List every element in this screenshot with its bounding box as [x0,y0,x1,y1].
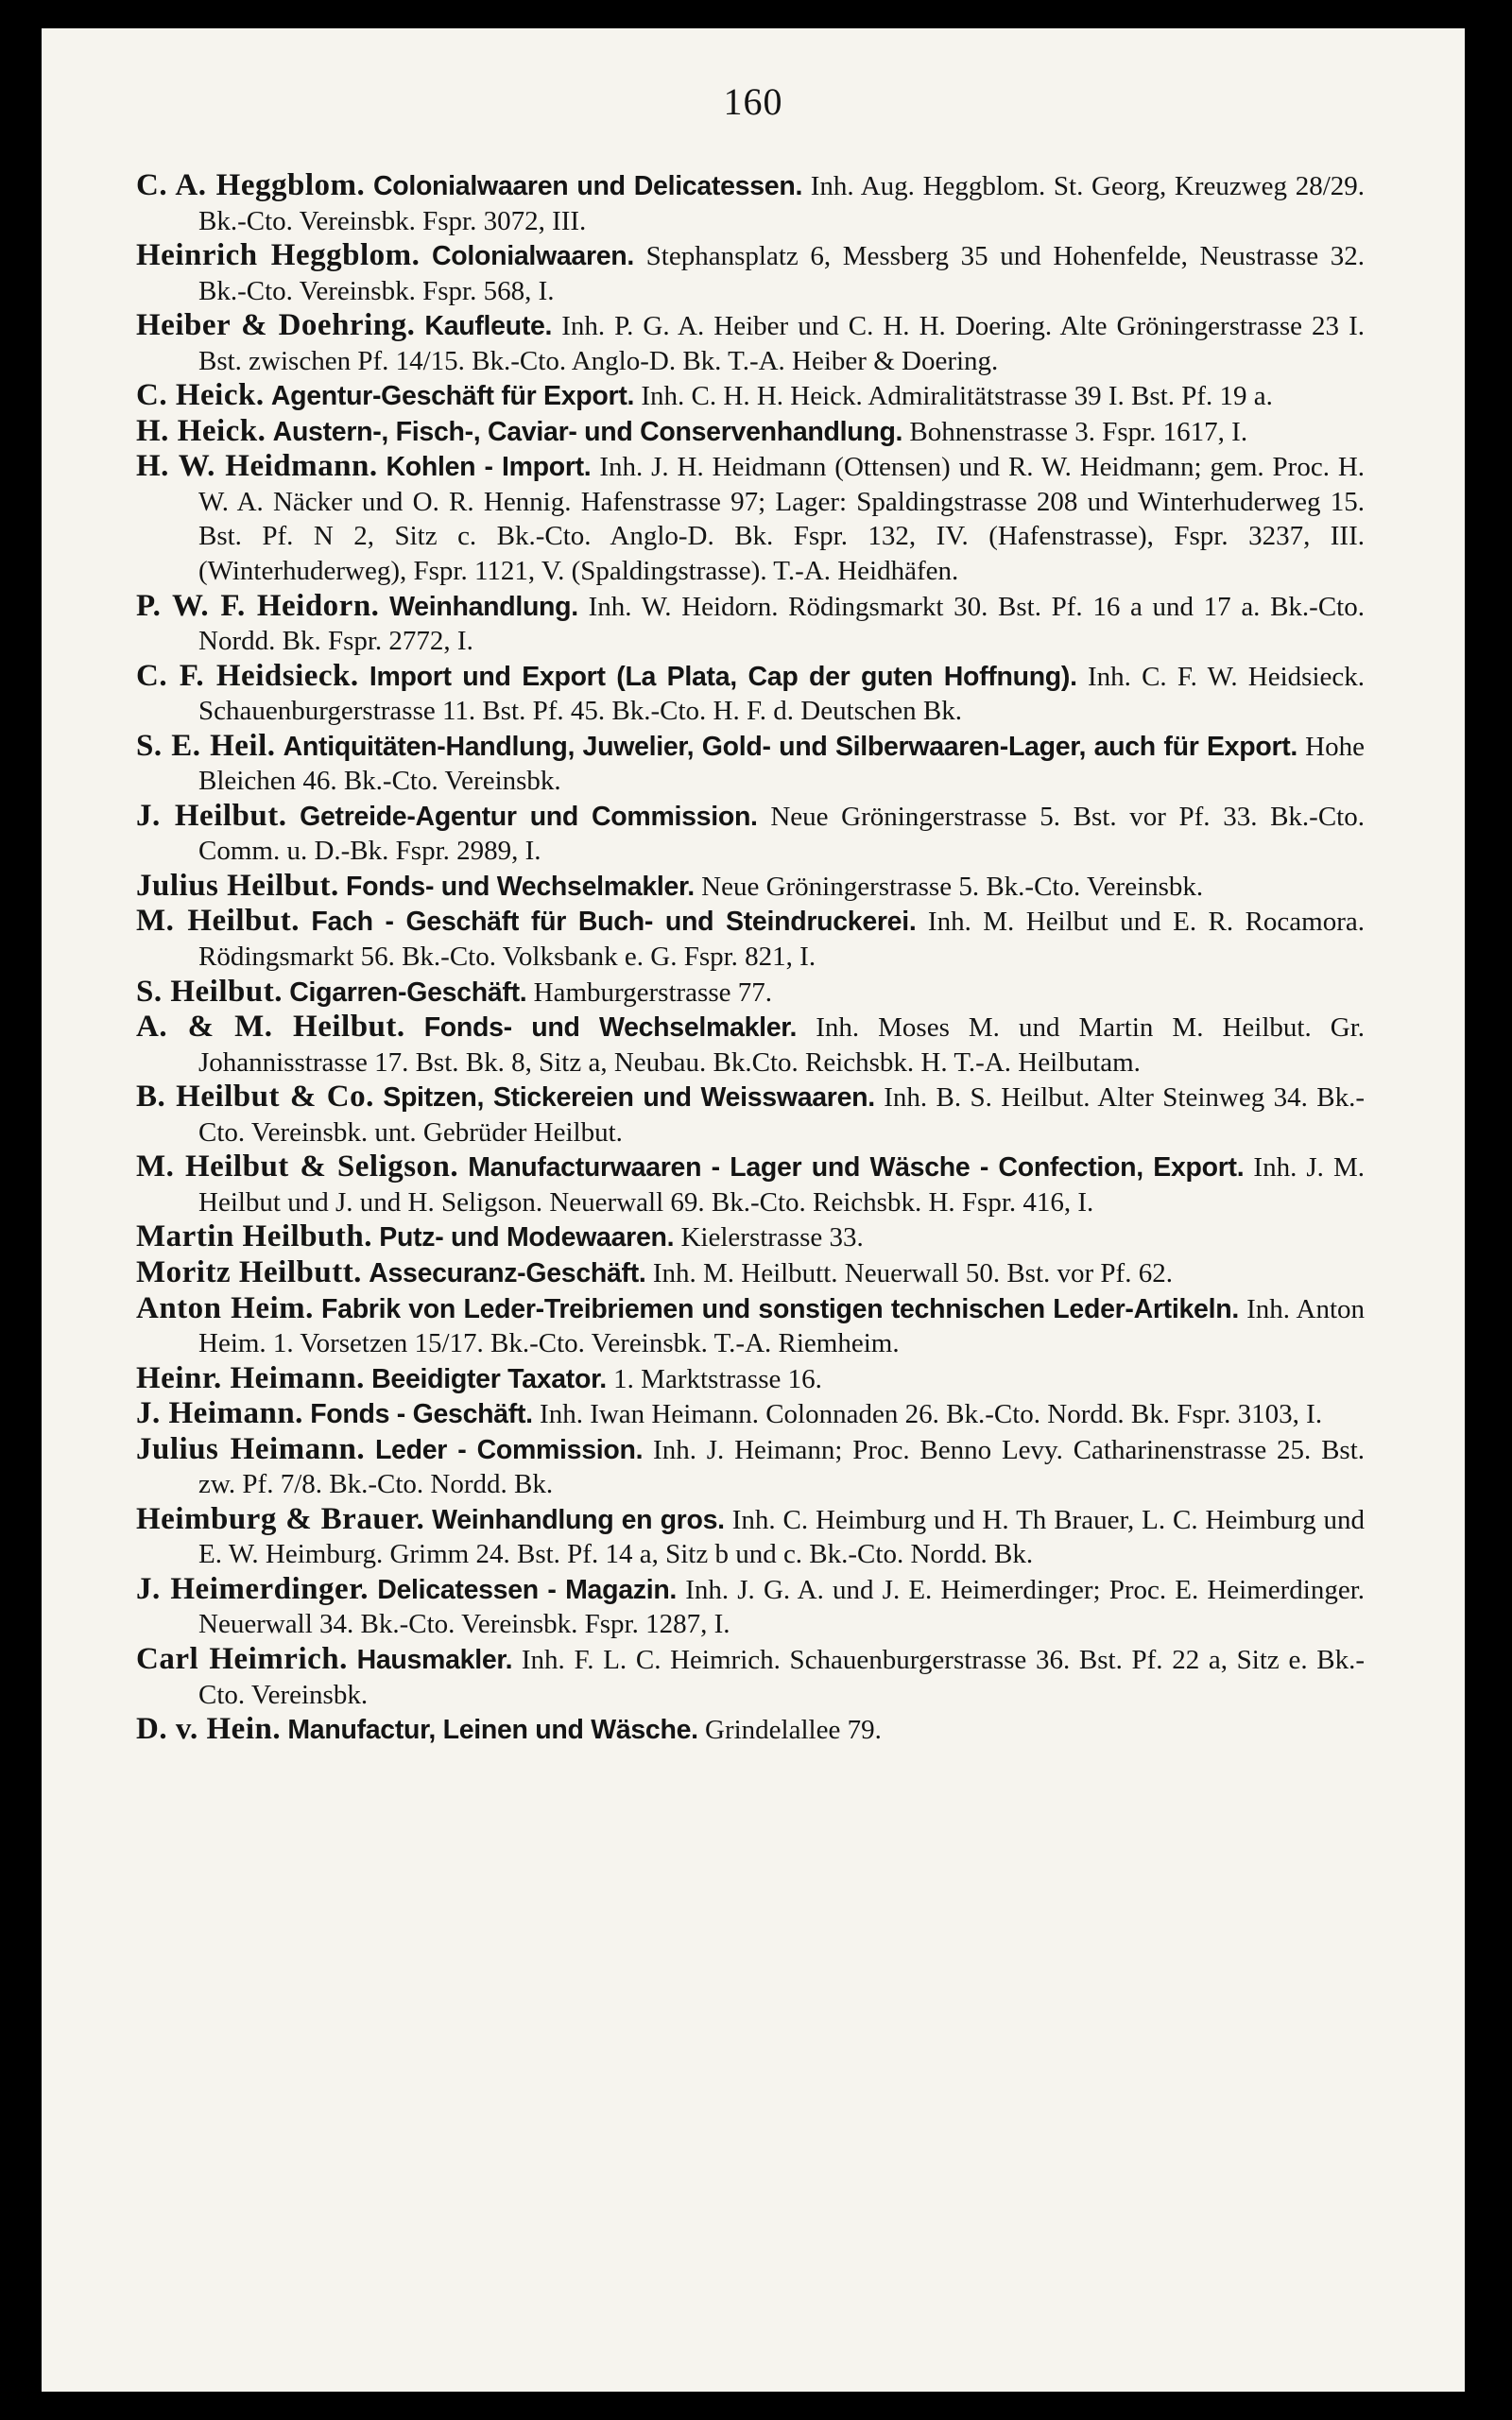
entry-name: Heimburg & Brauer. [136,1501,425,1536]
directory-entries [136,168,1365,1748]
entry-name: C. A. Heggblom. [136,168,366,202]
entry-details: Inh. Moses M. und Martin M. Heilbut. Gr. Johannisstrasse 17. Bst. Bk. 8, Sitz a, Neubau. Bk.Cto. Reichsbk. H. T.-A. Heilbutam. [198,1012,1366,1078]
entry-details: Inh. J. H. Heidmann (Ottensen) und R. W. Heidmann; gem. Proc. H. W. A. Näcker und O. R. Hennig. Hafenstrasse 97; Lager: Spaldingstrasse 208 und Winterhuderweg 15. Bst. Pf. N 2, Sitz c. Bk.-Cto. Anglo-D. Bk. Fspr. 132, IV. (Hafenstrasse), Fspr. 3237, III. (Winterhuderweg), Fspr. 1121, V. (Spaldingstrasse). T.-A. Heidhäfen. [198,452,1366,587]
entry-business: Austern-, Fisch-, Caviar- und Conservenhandlung. [272,416,903,447]
directory-entry [136,799,1365,869]
entry-details: 1. Marktstrasse 16. [613,1363,822,1394]
entry-name: S. E. Heil. [136,728,276,763]
directory-entry [136,1642,1365,1712]
entry-details: Inh. F. L. C. Heimrich. Schauenburgerstrasse 36. Bst. Pf. 22 a, Sitz e. Bk.-Cto. Vereinsbk. [198,1644,1366,1710]
entry-business: Agentur-Geschäft für Export. [270,381,635,412]
directory-entry [136,308,1365,378]
entry-business: Spitzen, Stickereien und Weisswaaren. [383,1082,875,1114]
entry-details: Inh. B. S. Heilbut. Alter Steinweg 34. Bk.-Cto. Vereinsbk. unt. Gebrüder Heilbut. [198,1082,1366,1148]
entry-details: Inh. Aug. Heggblom. St. Georg, Kreuzweg 28/29. Bk.-Cto. Vereinsbk. Fspr. 3072, III. [198,171,1366,236]
entry-details: Inh. C. F. W. Heidsieck. Schauenburgerstrasse 11. Bst. Pf. 45. Bk.-Cto. H. F. d. Deutschen Bk. [198,661,1366,727]
entry-business: Weinhandlung. [389,591,578,622]
entry-name: J. Heimerdinger. [136,1571,369,1606]
entry-name: Heinr. Heimann. [136,1360,365,1395]
entry-details: Inh. W. Heidorn. Rödingsmarkt 30. Bst. Pf. 16 a und 17 a. Bk.-Cto. Nordd. Bk. Fspr. 2772, I. [198,591,1365,657]
entry-details: Inh. Iwan Heimann. Colonnaden 26. Bk.-Cto. Nordd. Bk. Fspr. 3103, I. [540,1399,1323,1430]
entry-details: Grindelallee 79. [705,1715,882,1746]
directory-entry [136,1712,1365,1748]
entry-business: Cigarren-Geschäft. [289,977,527,1008]
entry-name: B. Heilbut & Co. [136,1080,374,1115]
directory-entry [136,1432,1365,1502]
entry-details: Stephansplatz 6, Messberg 35 und Hohenfelde, Neustrasse 32. Bk.-Cto. Vereinsbk. Fspr. 568, I. [198,241,1365,306]
entry-business: Hausmakler. [356,1644,513,1675]
entry-business: Getreide-Agentur und Commission. [300,801,758,832]
entry-details: Kielerstrasse 33. [680,1222,864,1253]
entry-name: Julius Heilbut. [136,868,339,903]
entry-name: H. Heick. [136,413,266,448]
entry-name: P. W. F. Heidorn. [136,588,380,623]
entry-details: Inh. Anton Heim. 1. Vorsetzen 15/17. Bk.-Cto. Vereinsbk. T.-A. Riemheim. [198,1293,1366,1359]
entry-details: Bohnenstrasse 3. Fspr. 1617, I. [909,416,1248,447]
directory-page [42,28,1465,2392]
entry-details: Hohe Bleichen 46. Bk.-Cto. Vereinsbk. [198,731,1365,797]
entry-details: Inh. P. G. A. Heiber und C. H. H. Doering. Alte Gröningerstrasse 23 I. Bst. zwischen Pf. 14/15. Bk.-Cto. Anglo-D. Bk. T.-A. Heiber & Doering. [198,311,1365,376]
directory-entry [136,378,1365,414]
entry-details: Inh. J. G. A. und J. E. Heimerdinger; Proc. E. Heimerdinger. Neuerwall 34. Bk.-Cto. Vereinsbk. Fspr. 1287, I. [198,1574,1366,1640]
directory-entry [136,1255,1365,1291]
directory-entry [136,589,1365,659]
entry-name: S. Heilbut. [136,974,283,1009]
directory-entry [136,659,1365,729]
directory-entry [136,1572,1365,1642]
directory-entry [136,168,1365,238]
entry-business: Colonialwaaren und Delicatessen. [372,171,803,201]
entry-name: M. Heilbut. [136,904,300,939]
entry-details: Neue Gröningerstrasse 5. Bst. vor Pf. 33. Bk.-Cto. Comm. u. D.-Bk. Fspr. 2989, I. [198,801,1365,867]
entry-business: Colonialwaaren. [431,241,635,272]
directory-entry [136,729,1365,799]
entry-name: Heiber & Doehring. [136,308,416,343]
entry-business: Fabrik von Leder-Treibriemen und sonstigen technischen Leder-Artikeln. [321,1293,1239,1324]
entry-details: Inh. J. M. Heilbut und J. und H. Seligson. Neuerwall 69. Bk.-Cto. Reichsbk. H. Fspr. 416, I. [198,1152,1365,1218]
entry-business: Weinhandlung en gros. [432,1504,725,1535]
entry-business: Leder - Commission. [374,1434,644,1465]
entry-business: Fach - Geschäft für Buch- und Steindruckerei. [311,907,917,938]
directory-entry [136,414,1365,450]
entry-name: C. F. Heidsieck. [136,658,359,693]
directory-entry [136,1080,1365,1150]
directory-entry [136,1502,1365,1572]
directory-entry [136,1010,1365,1080]
directory-entry [136,449,1365,588]
directory-entry [136,1361,1365,1397]
entry-business: Beeidigter Taxator. [371,1363,607,1394]
entry-details: Inh. C. H. H. Heick. Admiralitätstrasse 39 I. Bst. Pf. 19 a. [641,381,1273,412]
directory-entry [136,1150,1365,1219]
entry-business: Kohlen - Import. [386,452,592,483]
entry-name: Martin Heilbuth. [136,1219,373,1254]
entry-name: Moritz Heilbutt. [136,1254,362,1289]
directory-entry [136,1291,1365,1361]
directory-entry [136,869,1365,905]
entry-business: Putz- und Modewaaren. [379,1222,675,1253]
directory-entry [136,1396,1365,1432]
entry-business: Kaufleute. [424,311,553,342]
entry-details: Inh. M. Heilbutt. Neuerwall 50. Bst. vor Pf. 62. [652,1257,1173,1288]
entry-name: C. Heick. [136,378,265,413]
entry-business: Assecuranz-Geschäft. [369,1257,646,1288]
entry-business: Fonds- und Wechselmakler. [423,1012,798,1044]
entry-name: A. & M. Heilbut. [136,1010,405,1045]
entry-details: Inh. M. Heilbut und E. R. Rocamora. Rödingsmarkt 56. Bk.-Cto. Volksbank e. G. Fspr. 821, I. [198,907,1366,973]
entry-name: Julius Heimann. [136,1431,366,1466]
page-number: 160 [723,80,783,123]
entry-business: Fonds- und Wechselmakler. [345,871,695,902]
entry-business: Manufactur, Leinen und Wäsche. [287,1715,698,1746]
entry-business: Manufacturwaaren - Lager und Wäsche - Confection, Export. [468,1152,1245,1184]
entry-name: Heinrich Heggblom. [136,238,421,273]
entry-business: Fonds - Geschäft. [310,1399,533,1430]
entry-business: Antiquitäten-Handlung, Juwelier, Gold- und Silberwaaren-Lager, auch für Export. [283,731,1298,762]
entry-details: Inh. J. Heimann; Proc. Benno Levy. Catharinenstrasse 25. Bst. zw. Pf. 7/8. Bk.-Cto. Nordd. Bk. [198,1434,1366,1500]
entry-name: Anton Heim. [136,1290,314,1325]
entry-name: Carl Heimrich. [136,1641,348,1676]
entry-name: J. Heilbut. [136,798,287,833]
entry-details: Inh. C. Heimburg und H. Th Brauer, L. C. Heimburg und E. W. Heimburg. Grimm 24. Bst. Pf. 14 a, Sitz b und c. Bk.-Cto. Nordd. Bk. [198,1504,1366,1570]
entry-business: Delicatessen - Magazin. [377,1574,678,1605]
entry-business: Import und Export (La Plata, Cap der guten Hoffnung). [369,661,1077,692]
entry-details: Neue Gröningerstrasse 5. Bk.-Cto. Vereinsbk. [701,871,1204,902]
entry-name: J. Heimann. [136,1396,303,1431]
entry-details: Hamburgerstrasse 77. [533,977,772,1008]
directory-entry [136,975,1365,1011]
entry-name: D. v. Hein. [136,1712,282,1747]
directory-entry [136,904,1365,974]
directory-entry [136,238,1365,308]
entry-name: M. Heilbut & Seligson. [136,1150,459,1184]
entry-name: H. W. Heidmann. [136,449,378,484]
directory-entry [136,1219,1365,1255]
